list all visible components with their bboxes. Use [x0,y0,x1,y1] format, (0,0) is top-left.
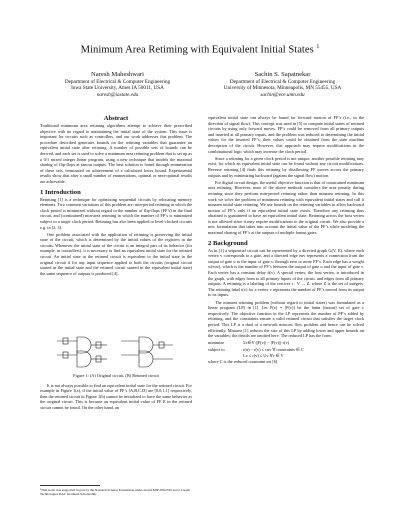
background-heading: 2 Background [208,239,248,247]
lp-objective-expr: Σv∈V (|F(v)| − |F(v)|)·r(v) [243,340,290,346]
author-2-dept: Department of Electrical & Computer Engineering [229,79,336,85]
figure-1-caption: Figure 1: (A) Original circuit. (B) Retimed circuit [73,373,159,378]
intro-paragraph-3: It is not always possible to find an equivalent initial state for the retimed circuit. For example in Figure 1(a), if the initial value of FF’s [A,B,C,D] are [0,0,1,1] respectively, then the retimed circuit in Figure 1(b) cannot be initialized to have the same behavior as the original circuit. This is because an equivalent initial value of FF E in the retimed circuit cannot be found. On the other hand, an [40,382,192,410]
author-2-email: sachin@ece.umn.edu [260,91,305,98]
footnote: ¹This work was supported in part by the National Science Foundation under award MIP-9502556 and a Lucent Technologies DAC Graduate Scholarship. [40,488,191,497]
intro-paragraph-2: One problem associated with the application of retiming is preserving the initial state of the circuit, which is determined by the initial values of the registers in the circuits. Whenever the initial state of the circuit is an integral part of its behavior (for example, in controllers), it is necessary to find an equivalent initial state for the retimed circuit. An initial state in the retimed circuit is equivalent to the initial state in the original circuit if for any input sequence applied to both the circuits (original circuit started in the initial state and the retimed circuit started in the equivalent initial state) the same sequence of outputs is produced [4]. [40,231,192,276]
author-1-email: naresh@iastate.edu [96,91,139,98]
right-paragraph-2: Since a retiming for a given clock period is not unique, another possible retiming may exist, for which an equivalent initial state can be found without any circuit modifications. Reverse retiming [4] finds this retiming by disallowing FF moves across the primary outputs and by minimizing backward (against the signal flow) motion. [208,155,364,178]
left-column-bottom [40,373,192,412]
abstract-text: Traditional minimum area retiming algorithms attempt to achieve their prescribed objective with no regard to maintaining the initial state of the system. This issue is important for circuits such as controllers, and our work addresses this problem. The procedure described generates bounds on the retiming variables that guarantee an equivalent initial state after retiming. A number of possible sets of bounds can be derived, and each set is used to solve a minimum area retiming problem that is set up as a 0/1 mixed integer linear program, using a new technique that models the maximal sharing of flip-flops at fanout outputs. The best solution is found through enumeration of these sets, terminated on achievement of a calculated lower bound. Experimental results show that after a small number of enumerations, optimal or near-optimal results are achievable. [40,123,192,184]
intro-heading: 1 Introduction [40,188,81,196]
author-1-inst: Iowa State University, Ames IA 50011, USA [71,85,164,92]
author-1-name: Naresh Maheshwari [91,71,144,78]
footnote-rule [40,485,100,486]
author-1-dept: Department of Electrical & Computer Engineering [64,79,171,85]
lp-constraint-2-expr: Lv ≤ r(v) ≤ Uv ∀v ∈ V [243,352,284,358]
lp-subject-label: subject to [208,346,225,352]
author-2-name: Sachin S. Sapatnekar [254,71,311,78]
author-2-inst: University of Minnesota, Minneapolis, MN 55455, USA [223,85,342,92]
right-paragraph-1: equivalent initial state can always be found for forward motion of FF’s (i.e., in the direction of signal flow). This concept was used in [5] to compute initial states of retimed circuits by using only forward moves. FF’s could be removed from all primary outputs and inserted at all primary inputs, and the problem was reduced to determining the initial values for the inserted FF’s; their values could be obtained from the state machine description of the circuit. However, this approach may require modifications in the combinational logic which may increase the clock period. [208,115,364,154]
left-column-top [40,115,192,278]
lp-formulation [208,340,364,359]
author-2 [195,71,370,98]
abstract-heading: Abstract [103,115,129,122]
title-footnote-mark: 1 [316,44,320,50]
background-paragraph-2: The minarea retiming problem (without regard to initial states) was formulated as a linear program (LP) in [1]. Let F(v) = [F(v)] be the fanin [fanout] set of gate v respectively. The objective function in the LP represents the number of FF’s added by retiming, and the constraints ensure a valid retimed circuit that satisfies the target clock period. This LP is a dual of a network mincost flow problem and hence can be solved efficiently. Minarea [1] reduces the size of this LP by adding lower and upper bounds on the variables; the details are omitted here. The reduced LP has the form: [208,299,364,339]
background-paragraph-1: As in [1] a sequential circuit can be represented by a directed graph G(V, E), where each vertex v corresponds to a gate, and a directed edge euv represents a connection from the output of gate u to the input of gate v, through zero or more FF’s. Each edge has a weight w(euv), which is the number of FF’s between the output of gate u and the input of gate v. Each vertex has a constant delay d(v). A special vertex, the host vertex, is introduced in the graph, with edges from to all primary inputs of the circuit, and edges from all primary outputs. A retiming is a labeling of the vertices r : V → Z, where Z is the set of integers. The retiming label r(v) for a vertex v represents the number of FF’s moved from its output to its inputs. [208,247,364,298]
lp-constraint-1-expr: r(u) − r(v) ≤ cuv ∀ constraints ∈ C [243,346,304,352]
lp-after-text: where C is the reduced constraint set [6]. [208,358,279,364]
title-text: Minimum Area Retiming with Equivalent Initial States [80,44,314,56]
right-paragraph-3: For digital circuit design, the useful objective function is that of constrained minimum area retiming. However, none of the above methods considers the area penalty during retiming since they perform min-period retiming rather than minarea retiming. In this work we solve the problem of minimum retiming with equivalent initial states and call it minarea initial state retiming. We use bounds on the retiming variables to allow backward motion of FF’s only if an equivalent initial state exists. Therefore any retiming thus obtained is guaranteed to have an equivalent initial state. Retiming across the host vertex is not allowed since it may require modifications to the original circuit. We also provide a new formulation that takes into account the initial value of the FF’s while modeling the maximal sharing of FF’s at the outputs of multiple fanout gates. [208,179,364,236]
lp-minimize-label: minimize [208,340,225,346]
author-1 [30,71,205,98]
intro-paragraph-1: Retiming [1] is a technique for optimizing sequential circuits by relocating memory elements. Two common variations of this problem are: min-period retiming in which the clock period is minimized without regard to the number of flip-flops (FF’s) in the final circuit, and (constrained) min-area retiming in which the number of FF’s is minimized subject to a target clock period. Retiming has also been applied to level-clocked circuits e.g. in [2, 3]. [40,196,193,230]
right-column [208,115,364,366]
paper-title [0,44,400,56]
author-block [0,71,400,111]
figure-1-circuits [53,327,179,371]
